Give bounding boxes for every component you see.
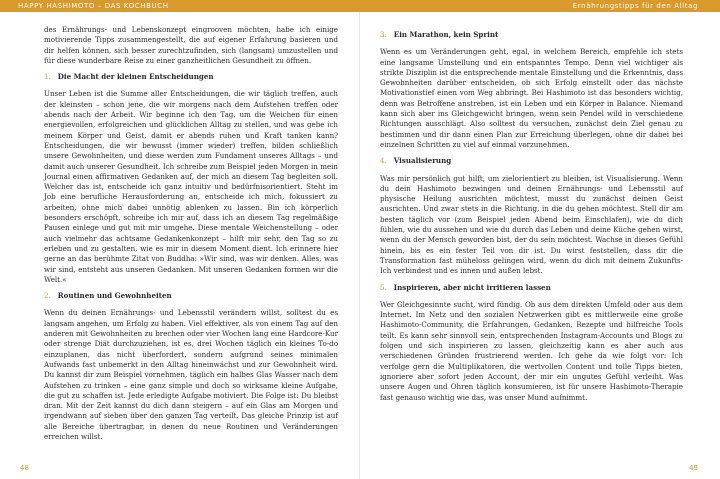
section-heading-3 <box>380 30 683 40</box>
section-number: 3. <box>380 30 387 39</box>
section-text-2: Wenn du deinen Ernährungs- und Lebensstil verändern willst, solltest du es langsam angehen, um Erfolg zu haben. Viel effektiver, als von einem Tag auf den anderen mit Gewohnheiten zu brechen oder vier Wochen lang eine Hardcore-Kur oder strenge Diät durchzuziehen, ist es, drei Wochen täglich ein kleines To-do einzuplanen, das nicht überfordert, sondern aufgrund seines minimalen Aufwands fast unbemerkt in den Alltag hineinwächst und zur Gewohnheit wird. Du kannst dir zum Beispiel vornehmen, täglich ein halbes Glas Wasser nach dem Aufstehen zu trinken – eine ganz simple und doch so wirksame kleine Aufgabe, die gut zu schaffen ist. Jede erledigte Aufgabe motiviert. Die Folge ist: Du bleibst dran. Mit der Zeit kannst du dich dann steigern – auf ein Glas am Morgen und irgendwann auf sieben über den ganzen Tag verteilt. Das gleiche Prinzip ist auf alle Bereiche übertragbar, in denen du neue Routinen und Veränderungen erreichen willst. <box>44 308 338 441</box>
section-text-3: Wenn es um Veränderungen geht, egal, in welchem Bereich, empfehle ich stets eine langsame Umstellung und ein entspanntes Tempo. Denn viel wichtiger als strikte Disziplin ist die entsprechende mentale Einstellung und die Erkenntnis, dass Gewohnheiten darüber entscheiden, ob sich Erfolg einstellt oder das nächste Motivationstief einen vom Weg abbringt. Bei Hashimoto ist das besonders wichtig, denn was Betroffene anstreben, ist ein Leben und ein Körper in Balance. Niemand kann sich aber ins Gleichgewicht bringen, wenn sein Pendel wild in verschiedene Richtungen ausschlägt. Also solltest du versuchen, zunächst dein Ziel genau zu bestimmen und dir dann einen Plan zur Erreichung überlegen, ohne dir dabei bei einzelnen Schritten zu viel auf einmal vorzunehmen. <box>380 47 683 149</box>
section-number: 2. <box>44 291 51 301</box>
right-page <box>360 0 720 479</box>
section-number: 1. <box>44 72 51 82</box>
section-text-5: Wer Gleichgesinnte sucht, wird fündig. Ob aus dem direkten Umfeld oder aus dem Internet. Im Netz und den sozialen Netzwerken gibt es mittlerweile eine große Hashimoto-Community, die Erfahrungen, Gedanken, Rezepte und hilfreiche Tools teilt. Es kann sehr sinnvoll sein, entsprechenden Instagram-Accounts und Blogs zu folgen und sich inspirieren zu lassen, gleichzeitig kann es aber auch aus verschiedenen Gründen frustrierend werden. Ich gehe da wie folgt vor: Ich verfolge gern die Multiplikatoren, die wertvollen Content und tolle Tipps bieten, ignoriere aber sofort jeden Account, der mir ein ungutes Gefühl verleiht. Was unsere Augen und Ohren täglich konsumieren, ist für unsere Hashimoto-Therapie fast genauso wichtig wie das, was unser Mund aufnimmt. <box>380 299 683 402</box>
section-number: 5. <box>380 282 387 292</box>
left-page-number: 48 <box>20 464 29 472</box>
section-title: Inspirieren, aber nicht irritieren lassen <box>393 282 551 292</box>
section-text-1: Unser Leben ist die Summe aller Entscheidungen, die wir täglich treffen, auch der kleinsten – schon jene, die wir morgens nach dem Aufstehen treffen oder abends nach der Arbeit. Wir beginne ich den Tag, um die Weichen für einen energievollen, erfolgreichen und glücklichen Alltag zu stellen, und was gebe ich meinem Körper und Geist, damit er abends ruhen und Kraft tanken kann? Entscheidungen, die wir bewusst (immer wieder) treffen, bilden schließlich unsere Gewohnheiten, und diese werden zum Fundament unseres Alltags – und damit auch unserer Gesundheit. Ich schreibe zum Beispiel jeden Morgen in mein Journal einen affirmativen Gedanken auf, der mich an diesem Tag begleiten soll. Welcher das ist, entscheide ich ganz intuitiv und bedürfnisorientiert. Steht im Job eine berufliche Herausforderung an, entscheide ich mich, fokussiert zu arbeiten, ohne mich dabei unnötig ablenken zu lassen. Bin ich körperlich besonders erschöpft, schreibe ich mir auf, dass ich an diesem Tag regelmäßige Pausen einlege und gut mit mir umgehe. Diese mentale Weichenstellung – oder auch vielmehr das achtsame Gedankenkonzept – hilft mir sehr, den Tag so zu erleben und zu gestalten, wie es mir in diesem Moment dient. Ich erinnere hier gerne an das berühmte Zitat von Buddha: »Wir sind, was wir denken. Alles, was wir sind, entsteht aus unseren Gedanken. Mit unseren Gedanken formen wir die Welt.« <box>44 89 338 284</box>
left-running-header: HAPPY HASHIMOTO – DAS KOCHBUCH <box>0 0 360 12</box>
right-running-header: Ernährungstipps für den Alltag <box>360 0 720 12</box>
section-title: Visualisierung <box>393 156 452 166</box>
section-heading-4 <box>380 156 683 166</box>
section-heading-2 <box>44 291 338 301</box>
right-page-body <box>380 25 683 409</box>
left-page-body <box>44 25 338 448</box>
section-title: Ein Marathon, kein Sprint <box>393 30 499 39</box>
section-text-4: Was mir persönlich gut hilft, um zielorientiert zu bleiben, ist Visualisierung. Wenn du dein Hashimoto bezwingen und deinen Ernährungs- und Lebensstil auf physische Heilung ausrichten möchtest, musst du zunächst deinen Geist ausrichten. Und zwar stets in die Richtung, in die du gehen möchtest. Stell dir am besten täglich vor (zum Beispiel jeden Abend beim Einschlafen), wie du dich fühlen, wie du aussehen und wie du durch das Leben und deine Küche gehen wirst, wenn du der Mensch geworden bist, der du sein möchtest. Wachse in dieses Gefühl hinein, bis es ein fester Teil von dir ist. Du wirst feststellen, dass dir die Transformation fast müheloss gelingen wird, wenn du dich mit deinem Zukunfts-Ich verbindest und es innen und außen lebst. <box>380 173 683 276</box>
right-page-number: 49 <box>689 464 698 472</box>
section-heading-1 <box>44 72 338 82</box>
section-title: Die Macht der kleinen Entscheidungen <box>57 72 214 82</box>
intro-paragraph: des Ernährungs- und Lebenskonzept eingrooven möchten, habe ich einige motivierende Tipps zusammengestellt, die auf eigener Erfahrung basieren und dir helfen können, sich besser zurechtzufinden, sich (langsam) umzustellen und für diese wunderbare Reise zu einer ganzheitlichen Gesundheit zu öffnen. <box>44 25 338 65</box>
section-number: 4. <box>380 156 387 166</box>
section-title: Routinen und Gewohnheiten <box>57 291 172 301</box>
section-heading-5 <box>380 283 683 293</box>
